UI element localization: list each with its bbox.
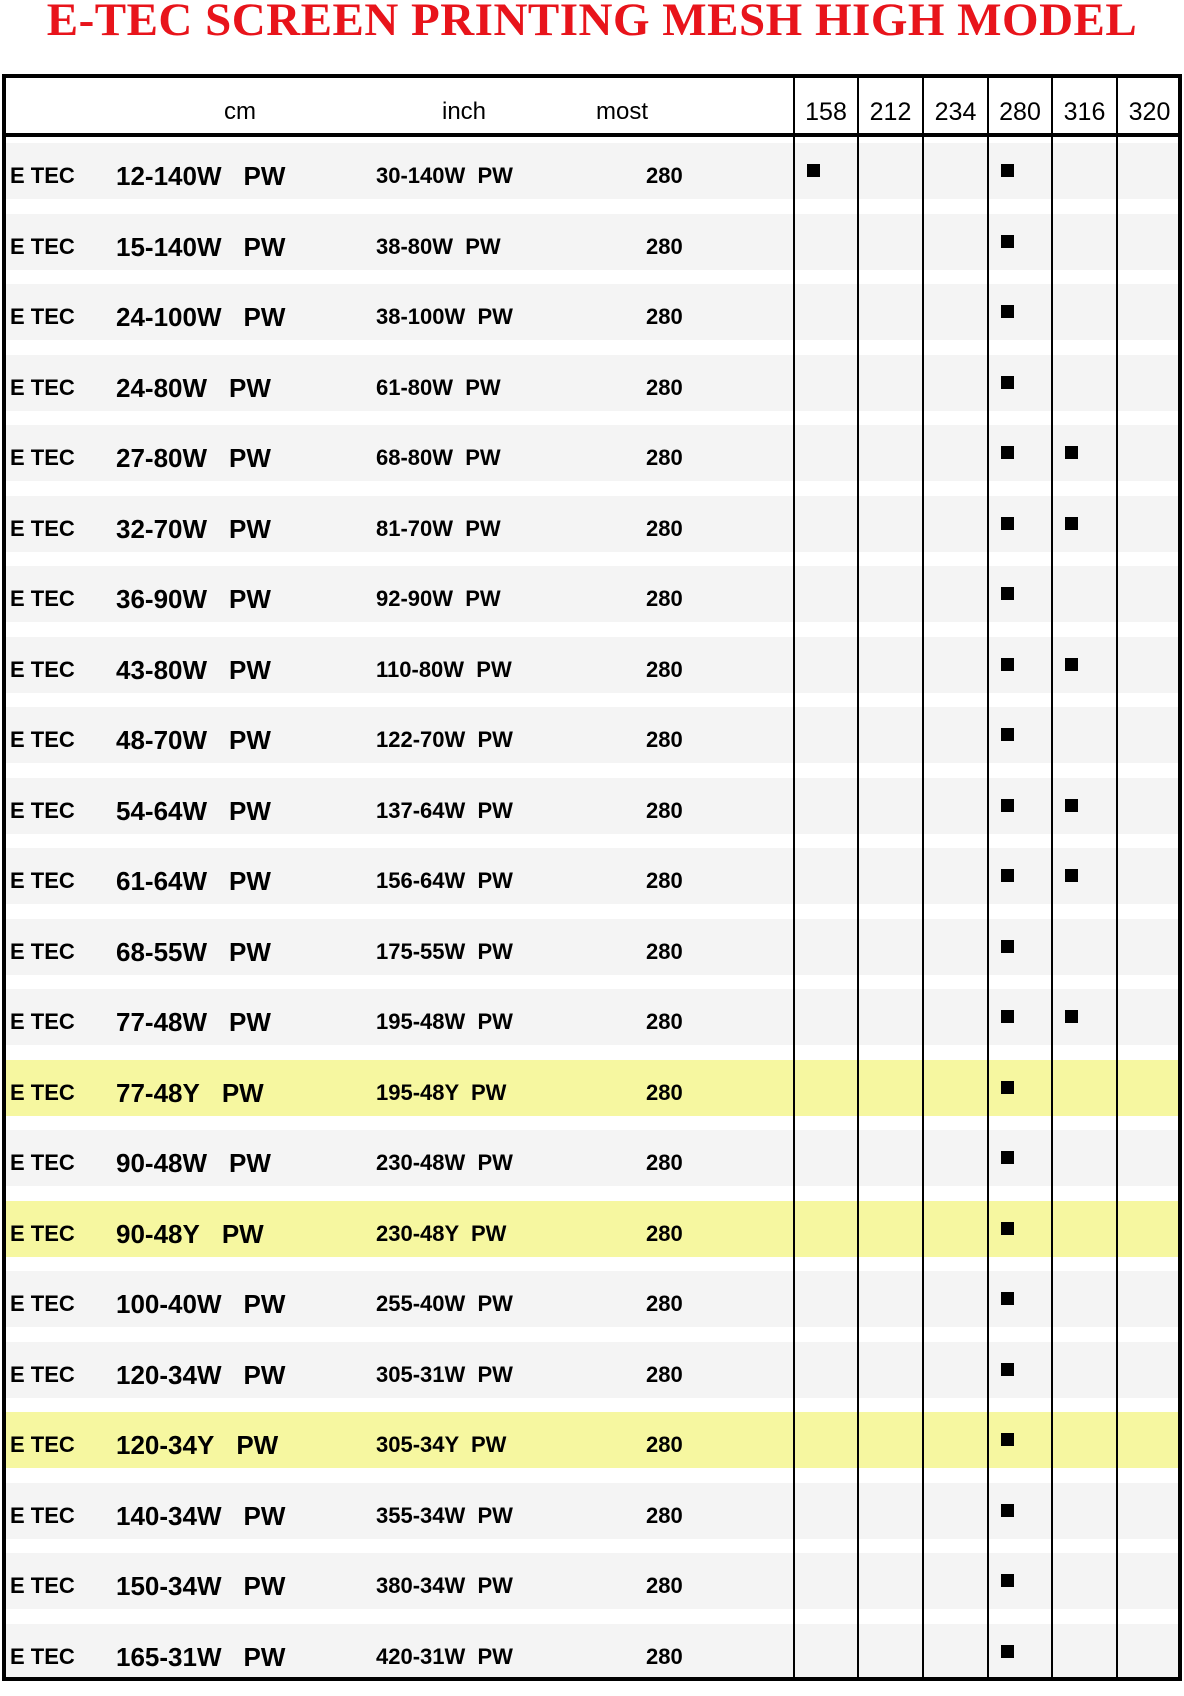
table-row: [6, 631, 1178, 702]
table-row: [6, 842, 1178, 913]
cell-most: 280: [646, 727, 683, 752]
column-divider: [857, 76, 859, 1679]
cell-cm-suffix: PW: [236, 1430, 279, 1460]
cell-most: 280: [646, 656, 683, 682]
header-most: most: [596, 98, 649, 125]
header-size-1: 212: [869, 98, 912, 126]
cell-inch: 110-80W PW: [376, 656, 512, 682]
cell-brand: E TEC: [10, 868, 75, 893]
availability-mark-280: [1001, 517, 1014, 530]
cell-cm: [116, 1265, 285, 1336]
cell-inch: 38-80W PW: [376, 233, 501, 259]
availability-mark-280: [1001, 376, 1014, 389]
cell-cm-suffix: PW: [221, 1218, 264, 1249]
cell-most: 280: [646, 1432, 683, 1457]
availability-mark-316: [1065, 517, 1078, 530]
cell-inch: 156-64W PW: [376, 868, 513, 893]
cell-cm: [116, 1195, 264, 1266]
table-row: [6, 278, 1178, 349]
availability-mark-280: [1001, 164, 1014, 177]
mesh-table: [2, 74, 1182, 1681]
cell-most: 280: [646, 868, 683, 893]
cell-cm-value: 90-48W: [116, 1148, 208, 1178]
cell-cm-value: 77-48W: [116, 1007, 208, 1037]
cell-cm-suffix: PW: [229, 443, 271, 473]
cell-cm-value: 15-140W: [116, 231, 222, 262]
cell-most: 280: [646, 1573, 683, 1598]
cell-cm-suffix: PW: [243, 1641, 286, 1672]
cell-inch: 92-90W PW: [376, 586, 501, 611]
header-inch: inch: [442, 98, 487, 125]
table-row: [6, 419, 1178, 490]
header-size-0: 158: [805, 98, 847, 126]
cell-cm-suffix: PW: [229, 654, 271, 685]
cell-cm-suffix: PW: [243, 1571, 286, 1601]
header-size-5: 320: [1128, 98, 1171, 126]
cell-cm-value: 27-80W: [116, 443, 208, 473]
cell-cm-value: 24-100W: [116, 302, 222, 332]
cell-cm: [116, 1054, 264, 1125]
cell-cm-suffix: PW: [221, 1077, 264, 1108]
cell-inch: 305-31W PW: [376, 1361, 513, 1387]
header-size-4: 316: [1063, 98, 1106, 126]
table-row: [6, 1547, 1178, 1618]
cell-most: 280: [646, 1009, 683, 1034]
cell-most: 280: [646, 374, 683, 400]
cell-brand: E TEC: [10, 374, 75, 400]
cell-cm: [116, 278, 285, 349]
cell-cm-value: 120-34W: [116, 1359, 222, 1390]
cell-cm: [116, 1336, 285, 1407]
cell-brand: E TEC: [10, 1150, 75, 1175]
cell-cm-suffix: PW: [229, 795, 271, 826]
availability-mark-316: [1065, 1010, 1078, 1023]
availability-mark-316: [1065, 799, 1078, 812]
cell-inch: 175-55W PW: [376, 938, 513, 964]
header-cm: cm: [224, 98, 256, 125]
cell-most: 280: [646, 1150, 683, 1175]
cell-cm-value: 36-90W: [116, 584, 208, 614]
cell-most: 280: [646, 1643, 683, 1669]
cell-cm-suffix: PW: [243, 1500, 286, 1531]
cell-cm-value: 48-70W: [116, 725, 208, 755]
availability-mark-280: [1001, 587, 1014, 600]
cell-most: 280: [646, 1291, 683, 1316]
cell-inch: 137-64W PW: [376, 797, 513, 823]
table-row: [6, 349, 1178, 420]
cell-inch: 355-34W PW: [376, 1502, 513, 1528]
table-row: [6, 1265, 1178, 1336]
table-row: [6, 1618, 1178, 1689]
table-row: [6, 1406, 1178, 1477]
cell-brand: E TEC: [10, 515, 75, 541]
cell-brand: E TEC: [10, 1009, 75, 1034]
cell-inch: 38-100W PW: [376, 304, 513, 329]
cell-cm: [116, 349, 271, 420]
availability-mark-280: [1001, 1081, 1014, 1094]
table-row: [6, 1195, 1178, 1266]
availability-mark-280: [1001, 728, 1014, 741]
cell-inch: 122-70W PW: [376, 727, 513, 752]
cell-most: 280: [646, 1502, 683, 1528]
column-divider: [987, 76, 989, 1679]
cell-cm-value: 165-31W: [116, 1641, 222, 1672]
cell-cm-suffix: PW: [243, 302, 286, 332]
availability-mark-280: [1001, 940, 1014, 953]
cell-brand: E TEC: [10, 445, 75, 470]
cell-inch: 305-34Y PW: [376, 1432, 507, 1457]
availability-mark-158: [807, 164, 820, 177]
cell-cm: [116, 1124, 271, 1195]
cell-cm: [116, 913, 271, 984]
cell-cm: [116, 1406, 278, 1477]
cell-most: 280: [646, 233, 683, 259]
table-row: [6, 701, 1178, 772]
cell-most: 280: [646, 1079, 683, 1105]
cell-cm-suffix: PW: [229, 372, 271, 403]
cell-cm: [116, 1477, 285, 1548]
header-divider: [2, 133, 1182, 137]
cell-brand: E TEC: [10, 1220, 75, 1246]
availability-mark-280: [1001, 1363, 1014, 1376]
table-row: [6, 490, 1178, 561]
cell-inch: 30-140W PW: [376, 163, 513, 188]
cell-cm-value: 77-48Y: [116, 1077, 200, 1108]
cell-cm-value: 12-140W: [116, 161, 222, 191]
availability-mark-280: [1001, 1010, 1014, 1023]
cell-inch: 380-34W PW: [376, 1573, 513, 1598]
cell-inch: 230-48W PW: [376, 1150, 513, 1175]
cell-most: 280: [646, 938, 683, 964]
cell-cm-value: 140-34W: [116, 1500, 222, 1531]
availability-mark-280: [1001, 1574, 1014, 1587]
cell-cm-suffix: PW: [229, 866, 271, 896]
cell-cm-suffix: PW: [243, 231, 286, 262]
availability-mark-280: [1001, 1504, 1014, 1517]
cell-cm-value: 32-70W: [116, 513, 208, 544]
cell-brand: E TEC: [10, 797, 75, 823]
cell-cm: [116, 208, 285, 279]
cell-cm-value: 24-80W: [116, 372, 208, 403]
table-row: [6, 772, 1178, 843]
table-row: [6, 560, 1178, 631]
table-row: [6, 208, 1178, 279]
availability-mark-280: [1001, 799, 1014, 812]
cell-inch: 195-48W PW: [376, 1009, 513, 1034]
cell-cm: [116, 631, 271, 702]
column-divider: [922, 76, 924, 1679]
cell-brand: E TEC: [10, 1502, 75, 1528]
availability-mark-316: [1065, 446, 1078, 459]
header-size-3: 280: [999, 98, 1041, 126]
cell-cm: [116, 1547, 285, 1618]
column-divider: [793, 76, 795, 1679]
cell-cm-suffix: PW: [229, 513, 271, 544]
cell-cm-suffix: PW: [229, 1148, 271, 1178]
availability-mark-280: [1001, 235, 1014, 248]
cell-brand: E TEC: [10, 1291, 75, 1316]
cell-inch: 195-48Y PW: [376, 1079, 507, 1105]
cell-cm-value: 120-34Y: [116, 1430, 215, 1460]
cell-inch: 68-80W PW: [376, 445, 501, 470]
header-size-2: 234: [934, 98, 977, 126]
cell-most: 280: [646, 1361, 683, 1387]
cell-brand: E TEC: [10, 163, 75, 188]
availability-mark-280: [1001, 1645, 1014, 1658]
column-divider: [1051, 76, 1053, 1679]
table-row: [6, 913, 1178, 984]
cell-cm: [116, 772, 271, 843]
table-row: [6, 137, 1178, 208]
cell-cm-suffix: PW: [229, 936, 271, 967]
column-divider: [1116, 76, 1118, 1679]
availability-mark-280: [1001, 1222, 1014, 1235]
cell-brand: E TEC: [10, 938, 75, 964]
cell-cm-suffix: PW: [229, 1007, 271, 1037]
cell-cm-suffix: PW: [243, 161, 286, 191]
table-row: [6, 983, 1178, 1054]
cell-cm-suffix: PW: [229, 584, 271, 614]
page-title: E-TEC SCREEN PRINTING MESH HIGH MODEL: [46, 0, 1138, 46]
cell-inch: 61-80W PW: [376, 374, 501, 400]
cell-brand: E TEC: [10, 304, 75, 329]
cell-most: 280: [646, 445, 683, 470]
cell-most: 280: [646, 304, 683, 329]
availability-mark-280: [1001, 1151, 1014, 1164]
cell-cm-value: 54-64W: [116, 795, 208, 826]
cell-brand: E TEC: [10, 727, 75, 752]
cell-most: 280: [646, 515, 683, 541]
cell-cm: [116, 1618, 285, 1689]
cell-cm: [116, 137, 285, 208]
cell-most: 280: [646, 1220, 683, 1246]
cell-inch: 230-48Y PW: [376, 1220, 507, 1246]
cell-inch: 255-40W PW: [376, 1291, 513, 1316]
cell-cm-suffix: PW: [243, 1289, 286, 1319]
cell-brand: E TEC: [10, 1573, 75, 1598]
cell-cm-value: 100-40W: [116, 1289, 222, 1319]
cell-cm-value: 90-48Y: [116, 1218, 200, 1249]
cell-cm: [116, 560, 271, 631]
cell-inch: 81-70W PW: [376, 515, 501, 541]
availability-mark-316: [1065, 658, 1078, 671]
cell-most: 280: [646, 586, 683, 611]
table-row: [6, 1336, 1178, 1407]
cell-cm-value: 43-80W: [116, 654, 208, 685]
cell-brand: E TEC: [10, 656, 75, 682]
availability-mark-280: [1001, 305, 1014, 318]
cell-inch: 420-31W PW: [376, 1643, 513, 1669]
cell-cm-value: 68-55W: [116, 936, 208, 967]
cell-most: 280: [646, 163, 683, 188]
cell-cm: [116, 419, 271, 490]
cell-cm-value: 61-64W: [116, 866, 208, 896]
table-row: [6, 1054, 1178, 1125]
cell-cm: [116, 842, 271, 913]
cell-brand: E TEC: [10, 233, 75, 259]
availability-mark-280: [1001, 658, 1014, 671]
cell-brand: E TEC: [10, 1361, 75, 1387]
cell-cm-suffix: PW: [229, 725, 271, 755]
availability-mark-280: [1001, 1433, 1014, 1446]
cell-cm-suffix: PW: [243, 1359, 286, 1390]
cell-cm: [116, 490, 271, 561]
availability-mark-280: [1001, 446, 1014, 459]
cell-brand: E TEC: [10, 586, 75, 611]
availability-mark-280: [1001, 869, 1014, 882]
cell-brand: E TEC: [10, 1079, 75, 1105]
availability-mark-280: [1001, 1292, 1014, 1305]
cell-cm: [116, 701, 271, 772]
cell-brand: E TEC: [10, 1643, 75, 1669]
table-row: [6, 1477, 1178, 1548]
table-row: [6, 1124, 1178, 1195]
cell-most: 280: [646, 797, 683, 823]
cell-brand: E TEC: [10, 1432, 75, 1457]
cell-cm: [116, 983, 271, 1054]
availability-mark-316: [1065, 869, 1078, 882]
cell-cm-value: 150-34W: [116, 1571, 222, 1601]
